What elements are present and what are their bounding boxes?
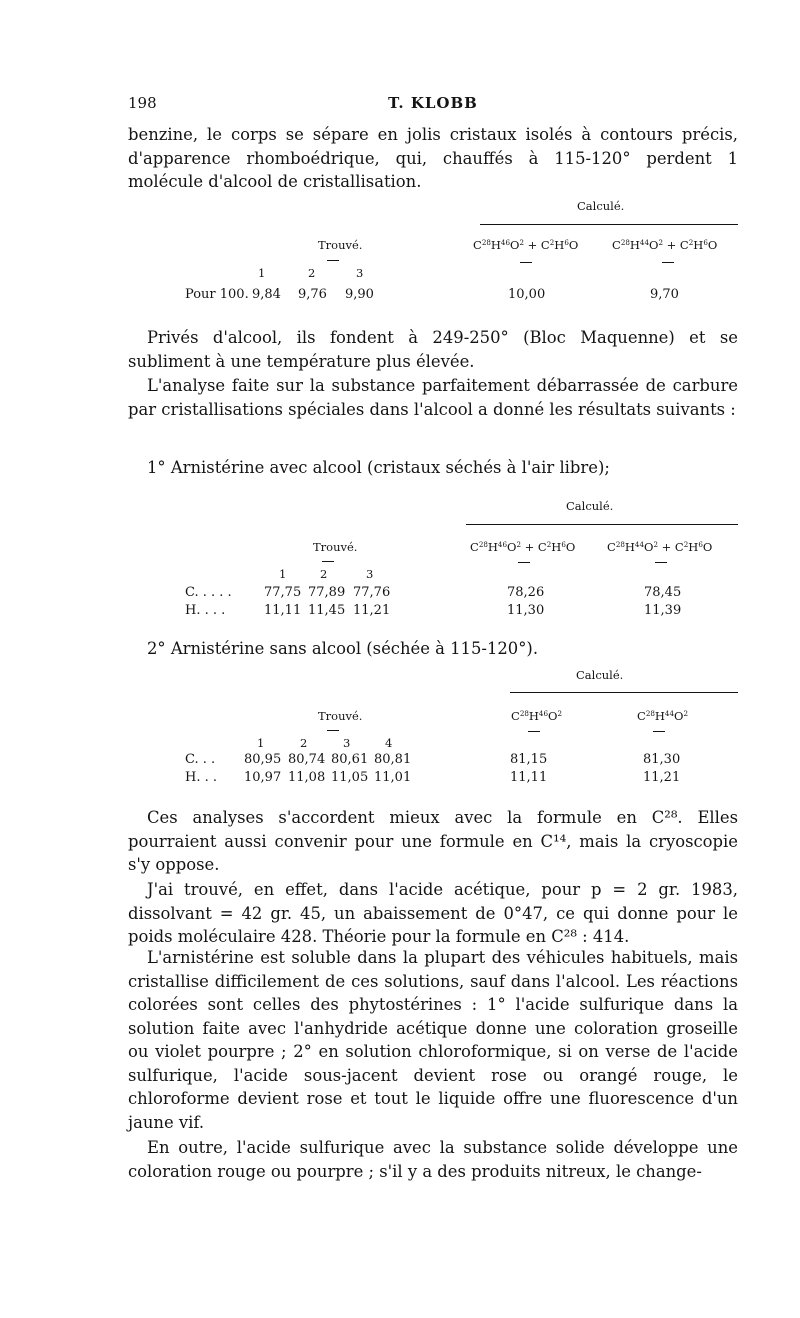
row-label: H. . . [185, 770, 217, 785]
dash [528, 731, 540, 732]
calcule-label-3: Calculé. [576, 668, 624, 682]
cell-value: 80,81 [374, 752, 412, 767]
cell-value: 11,11 [510, 770, 548, 785]
dash [520, 262, 532, 263]
running-title: T. KLOBB [388, 94, 478, 112]
cell-value: 9,76 [298, 287, 327, 302]
col-index: 4 [385, 736, 393, 750]
calcule-brace-1 [480, 224, 738, 225]
col-index: 2 [308, 266, 316, 280]
dash [327, 260, 339, 261]
page-header [128, 94, 738, 114]
cell-value: 11,30 [507, 603, 545, 618]
paragraph-2: Privés d'alcool, ils fondent à 249-250° (Bloc Maquenne) et se subliment à une température plus élevée. [128, 328, 738, 371]
cell-value: 11,05 [331, 770, 369, 785]
cell-value: 9,70 [650, 287, 679, 302]
dash [662, 262, 674, 263]
dash [322, 561, 334, 562]
cell-value: 11,08 [288, 770, 326, 785]
cell-value: 77,89 [308, 585, 346, 600]
cell-value: 77,75 [264, 585, 302, 600]
col-index: 2 [320, 567, 328, 581]
cell-value: 11,21 [353, 603, 391, 618]
col-index: 1 [258, 266, 266, 280]
paragraph-6: L'arnistérine est soluble dans la plupart des véhicules habituels, mais cristallise difficilement de ces solutions, sauf dans l'alcool. Les réactions colorées sont celles des phytostérines : 1° l'acide sulfurique dans la solution faite avec l'anhydride acétique donne une coloration groseille ou violet pourpre ; 2° en solution chloroformique, si on verse de l'acide sulfurique, l'acide sous-jacent devient rose ou orangé rouge, le chloroforme devient rose et tout le liquide offre une fluorescence d'un jaune vif. [128, 948, 738, 1132]
row-label: Pour 100. [185, 287, 249, 302]
section-heading-1: 1° Arnistérine avec alcool (cristaux séchés à l'air libre); [147, 458, 610, 477]
trouve-label-1: Trouvé. [318, 238, 363, 252]
cell-value: 81,30 [643, 752, 681, 767]
calcule-brace-3 [510, 692, 738, 693]
page-number: 198 [128, 94, 157, 112]
trouve-label-3: Trouvé. [318, 709, 363, 723]
cell-value: 80,74 [288, 752, 326, 767]
paragraph-7: En outre, l'acide sulfurique avec la substance solide développe une coloration rouge ou pourpre ; s'il y a des produits nitreux, le change- [128, 1138, 738, 1181]
formula-1b: $C^{28}H^{44}O^2 + C^2H^6O$ [612, 238, 718, 252]
row-label: C. . . [185, 752, 216, 767]
cell-value: 80,61 [331, 752, 369, 767]
cell-value: 9,90 [345, 287, 374, 302]
paragraph-5: J'ai trouvé, en effet, dans l'acide acétique, pour p = 2 gr. 1983, dissolvant = 42 gr. 45, un abaissement de 0°47, ce qui donne pour le poids moléculaire 428. Théorie pour la formule en C²⁸ : 414. [128, 880, 738, 946]
cell-value: 81,15 [510, 752, 548, 767]
formula-1a: $C^{28}H^{46}O^2 + C^2H^6O$ [473, 238, 579, 252]
col-index: 3 [343, 736, 351, 750]
paragraph-4: Ces analyses s'accordent mieux avec la formule en C²⁸. Elles pourraient aussi convenir pour une formule en C¹⁴, mais la cryoscopie s'y oppose. [128, 808, 738, 874]
col-index: 3 [356, 266, 364, 280]
row-label: C. . . . . [185, 585, 232, 600]
cell-value: 78,45 [644, 585, 682, 600]
formula-2a: $C^{28}H^{46}O^2 + C^2H^6O$ [470, 540, 576, 554]
formula-3a: $C^{28}H^{46}O^2$ [511, 709, 562, 723]
col-index: 3 [366, 567, 374, 581]
cell-value: 78,26 [507, 585, 545, 600]
cell-value: 11,21 [643, 770, 681, 785]
cell-value: 10,00 [508, 287, 546, 302]
cell-value: 11,45 [308, 603, 346, 618]
cell-value: 9,84 [252, 287, 281, 302]
section-heading-2: 2° Arnistérine sans alcool (séchée à 115-120°). [147, 639, 539, 658]
col-index: 2 [300, 736, 308, 750]
formula-3b: $C^{28}H^{44}O^2$ [637, 709, 688, 723]
dash [655, 562, 667, 563]
cell-value: 11,39 [644, 603, 682, 618]
cell-value: 77,76 [353, 585, 391, 600]
row-label: H. . . . [185, 603, 226, 618]
cell-value: 80,95 [244, 752, 282, 767]
dash [518, 562, 530, 563]
cell-value: 10,97 [244, 770, 282, 785]
paragraph-1: benzine, le corps se sépare en jolis cristaux isolés à contours précis, d'apparence rhomboédrique, qui, chauffés à 115-120° perdent 1 molécule d'alcool de cristallisation. [128, 125, 738, 191]
calcule-label-1: Calculé. [577, 199, 625, 213]
col-index: 1 [257, 736, 265, 750]
dash [327, 730, 339, 731]
cell-value: 11,11 [264, 603, 302, 618]
dash [653, 731, 665, 732]
paragraph-3: L'analyse faite sur la substance parfaitement débarrassée de carbure par cristallisations spéciales dans l'alcool a donné les résultats suivants : [128, 376, 738, 419]
calcule-brace-2 [466, 524, 738, 525]
trouve-label-2: Trouvé. [313, 540, 358, 554]
calcule-label-2: Calculé. [566, 499, 614, 513]
cell-value: 11,01 [374, 770, 412, 785]
col-index: 1 [279, 567, 287, 581]
formula-2b: $C^{28}H^{44}O^2 + C^2H^6O$ [607, 540, 713, 554]
